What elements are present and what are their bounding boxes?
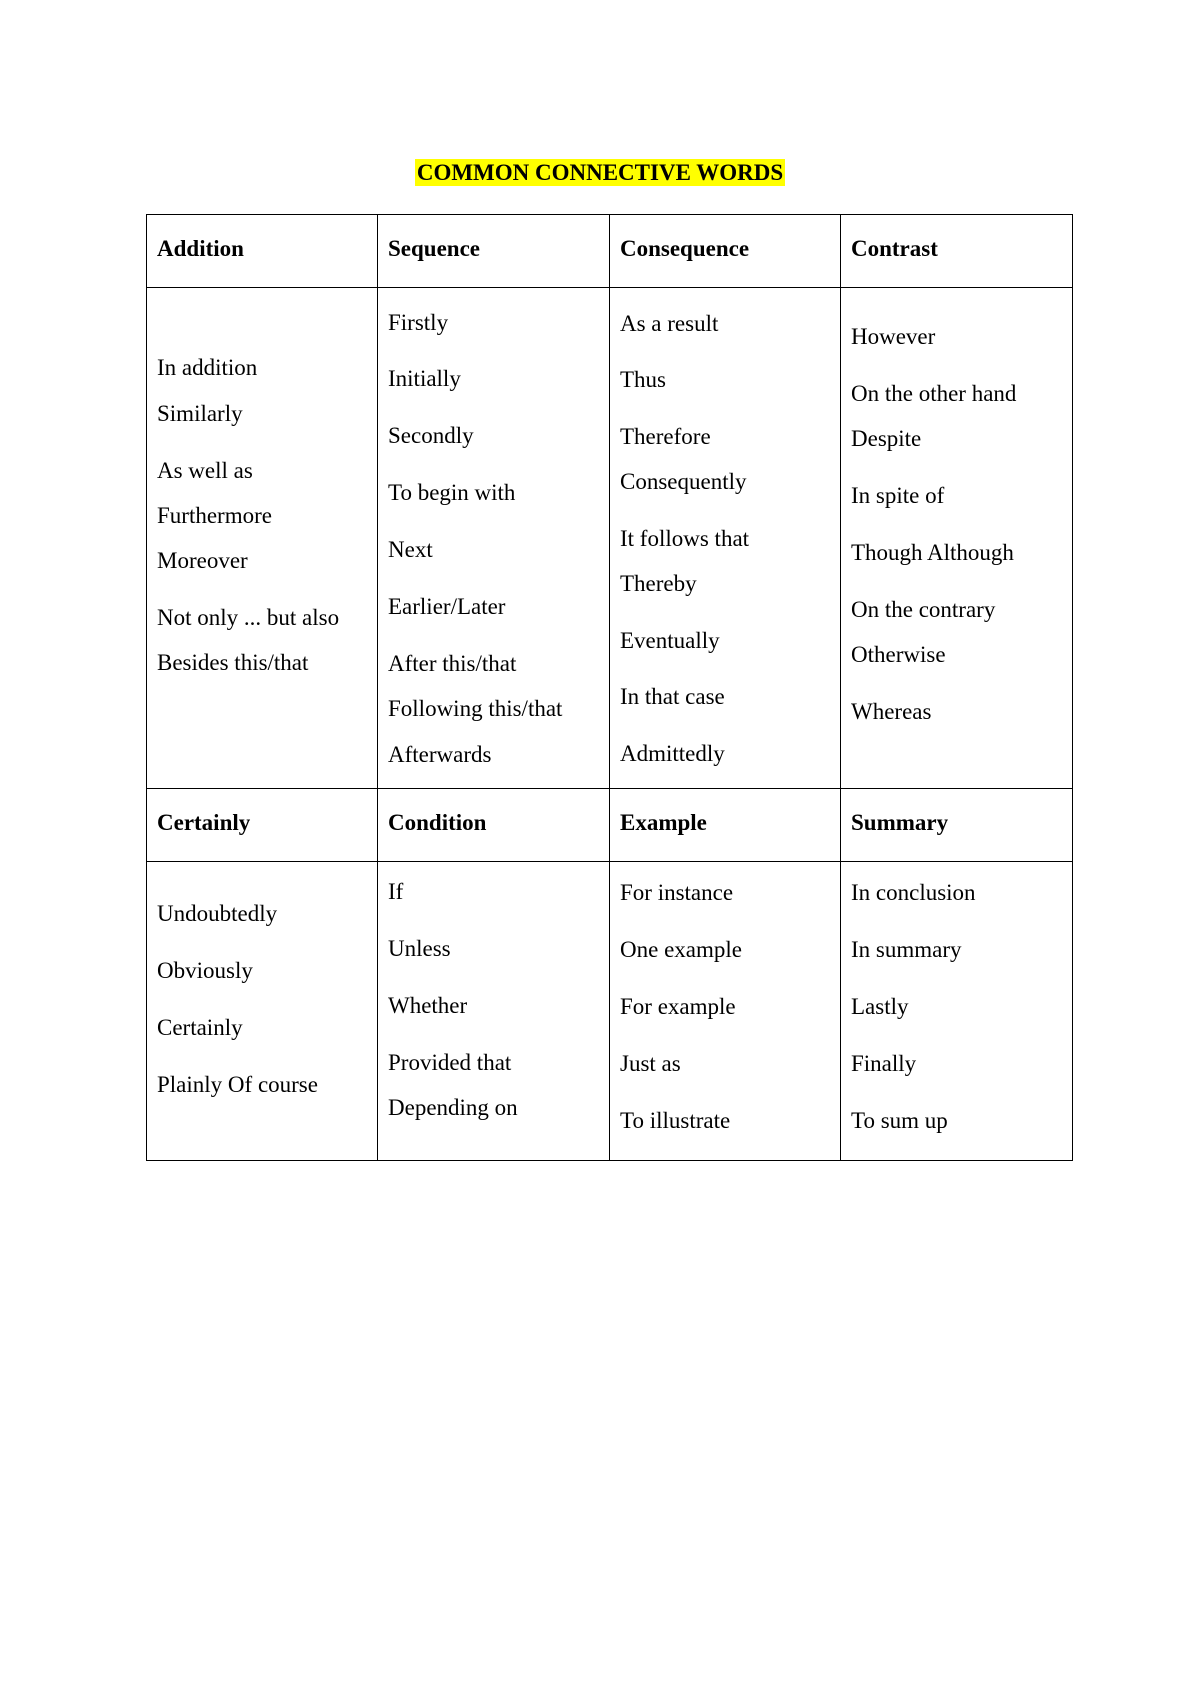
- list-item: Not only ... but also: [157, 605, 340, 630]
- list-item: Undoubtedly: [157, 901, 278, 926]
- list-item: Certainly: [157, 1015, 243, 1040]
- header-cell-contrast: Contrast: [841, 215, 1073, 288]
- list-item: Though Although: [851, 540, 1014, 565]
- list-item: However: [851, 324, 936, 349]
- list-item: Initially: [388, 365, 461, 391]
- document-title-text: COMMON CONNECTIVE WORDS: [416, 160, 784, 185]
- list-item: It follows that: [620, 525, 750, 551]
- table-row: [147, 862, 1073, 1161]
- list-item: Furthermore: [157, 503, 272, 528]
- list-item: If: [388, 878, 404, 904]
- cell-addition-words: [147, 288, 378, 789]
- table-header-row: [147, 789, 1073, 862]
- list-item: In addition: [157, 355, 258, 380]
- list-item: Firstly: [388, 309, 449, 335]
- document-title: [0, 158, 1200, 188]
- list-item: Despite: [851, 426, 922, 451]
- header-cell-certainly: Certainly: [147, 789, 378, 862]
- list-item: To illustrate: [620, 1107, 731, 1133]
- list-item: Thereby: [620, 570, 697, 596]
- list-item: In that case: [620, 683, 725, 709]
- cell-consequence-words: [610, 288, 841, 789]
- cell-sequence-words: [378, 288, 610, 789]
- list-item: In conclusion: [851, 879, 976, 905]
- cell-contrast-words: [841, 288, 1073, 789]
- list-item: Admittedly: [620, 740, 725, 766]
- list-item: Lastly: [851, 993, 909, 1019]
- list-item: As a result: [620, 310, 719, 336]
- list-item: Provided that: [388, 1049, 512, 1075]
- list-item: Next: [388, 536, 433, 562]
- header-cell-example: Example: [610, 789, 841, 862]
- list-item: On the other hand: [851, 381, 1017, 406]
- list-item: Depending on: [388, 1094, 518, 1120]
- list-item: For instance: [620, 879, 734, 905]
- list-item: Obviously: [157, 958, 253, 983]
- list-item: Just as: [620, 1050, 681, 1076]
- list-item: On the contrary: [851, 597, 996, 622]
- list-item: Consequently: [620, 468, 747, 494]
- list-item: To sum up: [851, 1107, 948, 1133]
- cell-summary-words: [841, 862, 1073, 1161]
- list-item: Thus: [620, 366, 666, 392]
- list-item: Whether: [388, 992, 468, 1018]
- connective-words-table: [146, 214, 1073, 1161]
- cell-condition-words: [378, 862, 610, 1161]
- list-item: Following this/that: [388, 695, 563, 721]
- list-item: One example: [620, 936, 742, 962]
- table-header-row: [147, 215, 1073, 288]
- header-cell-summary: Summary: [841, 789, 1073, 862]
- list-item: Similarly: [157, 401, 243, 426]
- list-item: After this/that: [388, 650, 517, 676]
- list-item: In spite of: [851, 483, 945, 508]
- list-item: As well as: [157, 458, 253, 483]
- list-item: Plainly Of course: [157, 1072, 318, 1097]
- list-item: For example: [620, 993, 736, 1019]
- list-item: Moreover: [157, 548, 248, 573]
- list-item: In summary: [851, 936, 962, 962]
- list-item: Finally: [851, 1050, 917, 1076]
- list-item: Whereas: [851, 699, 932, 724]
- list-item: Secondly: [388, 422, 474, 448]
- list-item: To begin with: [388, 479, 516, 505]
- table-row: [147, 288, 1073, 789]
- header-cell-condition: Condition: [378, 789, 610, 862]
- list-item: Eventually: [620, 627, 720, 653]
- list-item: Earlier/Later: [388, 593, 506, 619]
- header-cell-consequence: Consequence: [610, 215, 841, 288]
- header-cell-sequence: Sequence: [378, 215, 610, 288]
- header-cell-addition: Addition: [147, 215, 378, 288]
- list-item: Therefore: [620, 423, 711, 449]
- list-item: Afterwards: [388, 741, 492, 767]
- list-item: Besides this/that: [157, 650, 309, 675]
- list-item: Unless: [388, 935, 451, 961]
- cell-certainly-words: [147, 862, 378, 1161]
- list-item: Otherwise: [851, 642, 946, 667]
- cell-example-words: [610, 862, 841, 1161]
